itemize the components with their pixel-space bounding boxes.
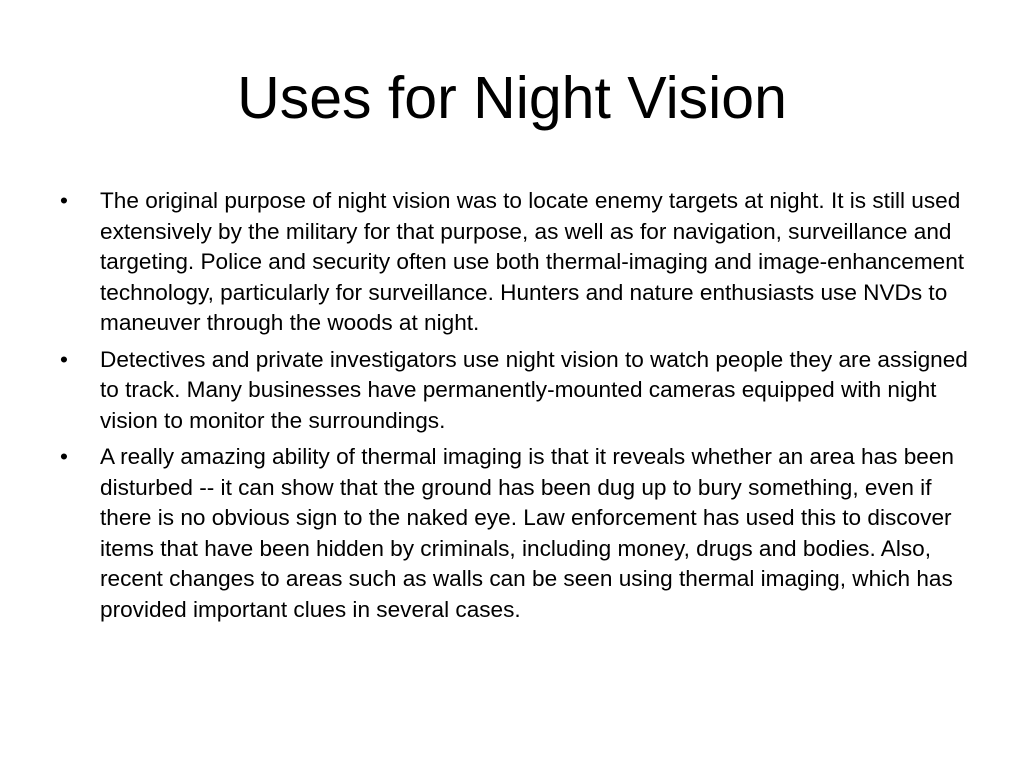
- bullet-text: A really amazing ability of thermal imaging is that it reveals whether an area has been disturbed -- it can show that the ground has been dug up to bury something, even if there is no obvious sign to the naked eye. Law enforcement has used this to discover items that have been hidden by criminals, including money, drugs and bodies. Also, recent changes to areas such as walls can be seen using thermal imaging, which has provided important clues in several cases.: [100, 444, 954, 622]
- bullet-list: [56, 186, 972, 631]
- bullet-item: [56, 442, 972, 625]
- bullet-item: [56, 345, 972, 437]
- bullet-marker: •: [60, 188, 68, 213]
- bullet-text: The original purpose of night vision was to locate enemy targets at night. It is still used extensively by the military for that purpose, as well as for navigation, surveillance and targeting. Police and security often use both thermal-imaging and image-enhancement technology, particularly for surveillance. Hunters and nature enthusiasts use NVDs to maneuver through the woods at night.: [100, 188, 965, 335]
- slide-title: Uses for Night Vision: [237, 65, 787, 131]
- bullet-marker: •: [60, 444, 68, 469]
- bullet-text: Detectives and private investigators use night vision to watch people they are assigned to track. Many businesses have permanently-mounted cameras equipped with night vision to monitor the surroundings.: [100, 346, 968, 433]
- bullet-marker: •: [60, 346, 68, 372]
- bullet-item: [56, 186, 972, 339]
